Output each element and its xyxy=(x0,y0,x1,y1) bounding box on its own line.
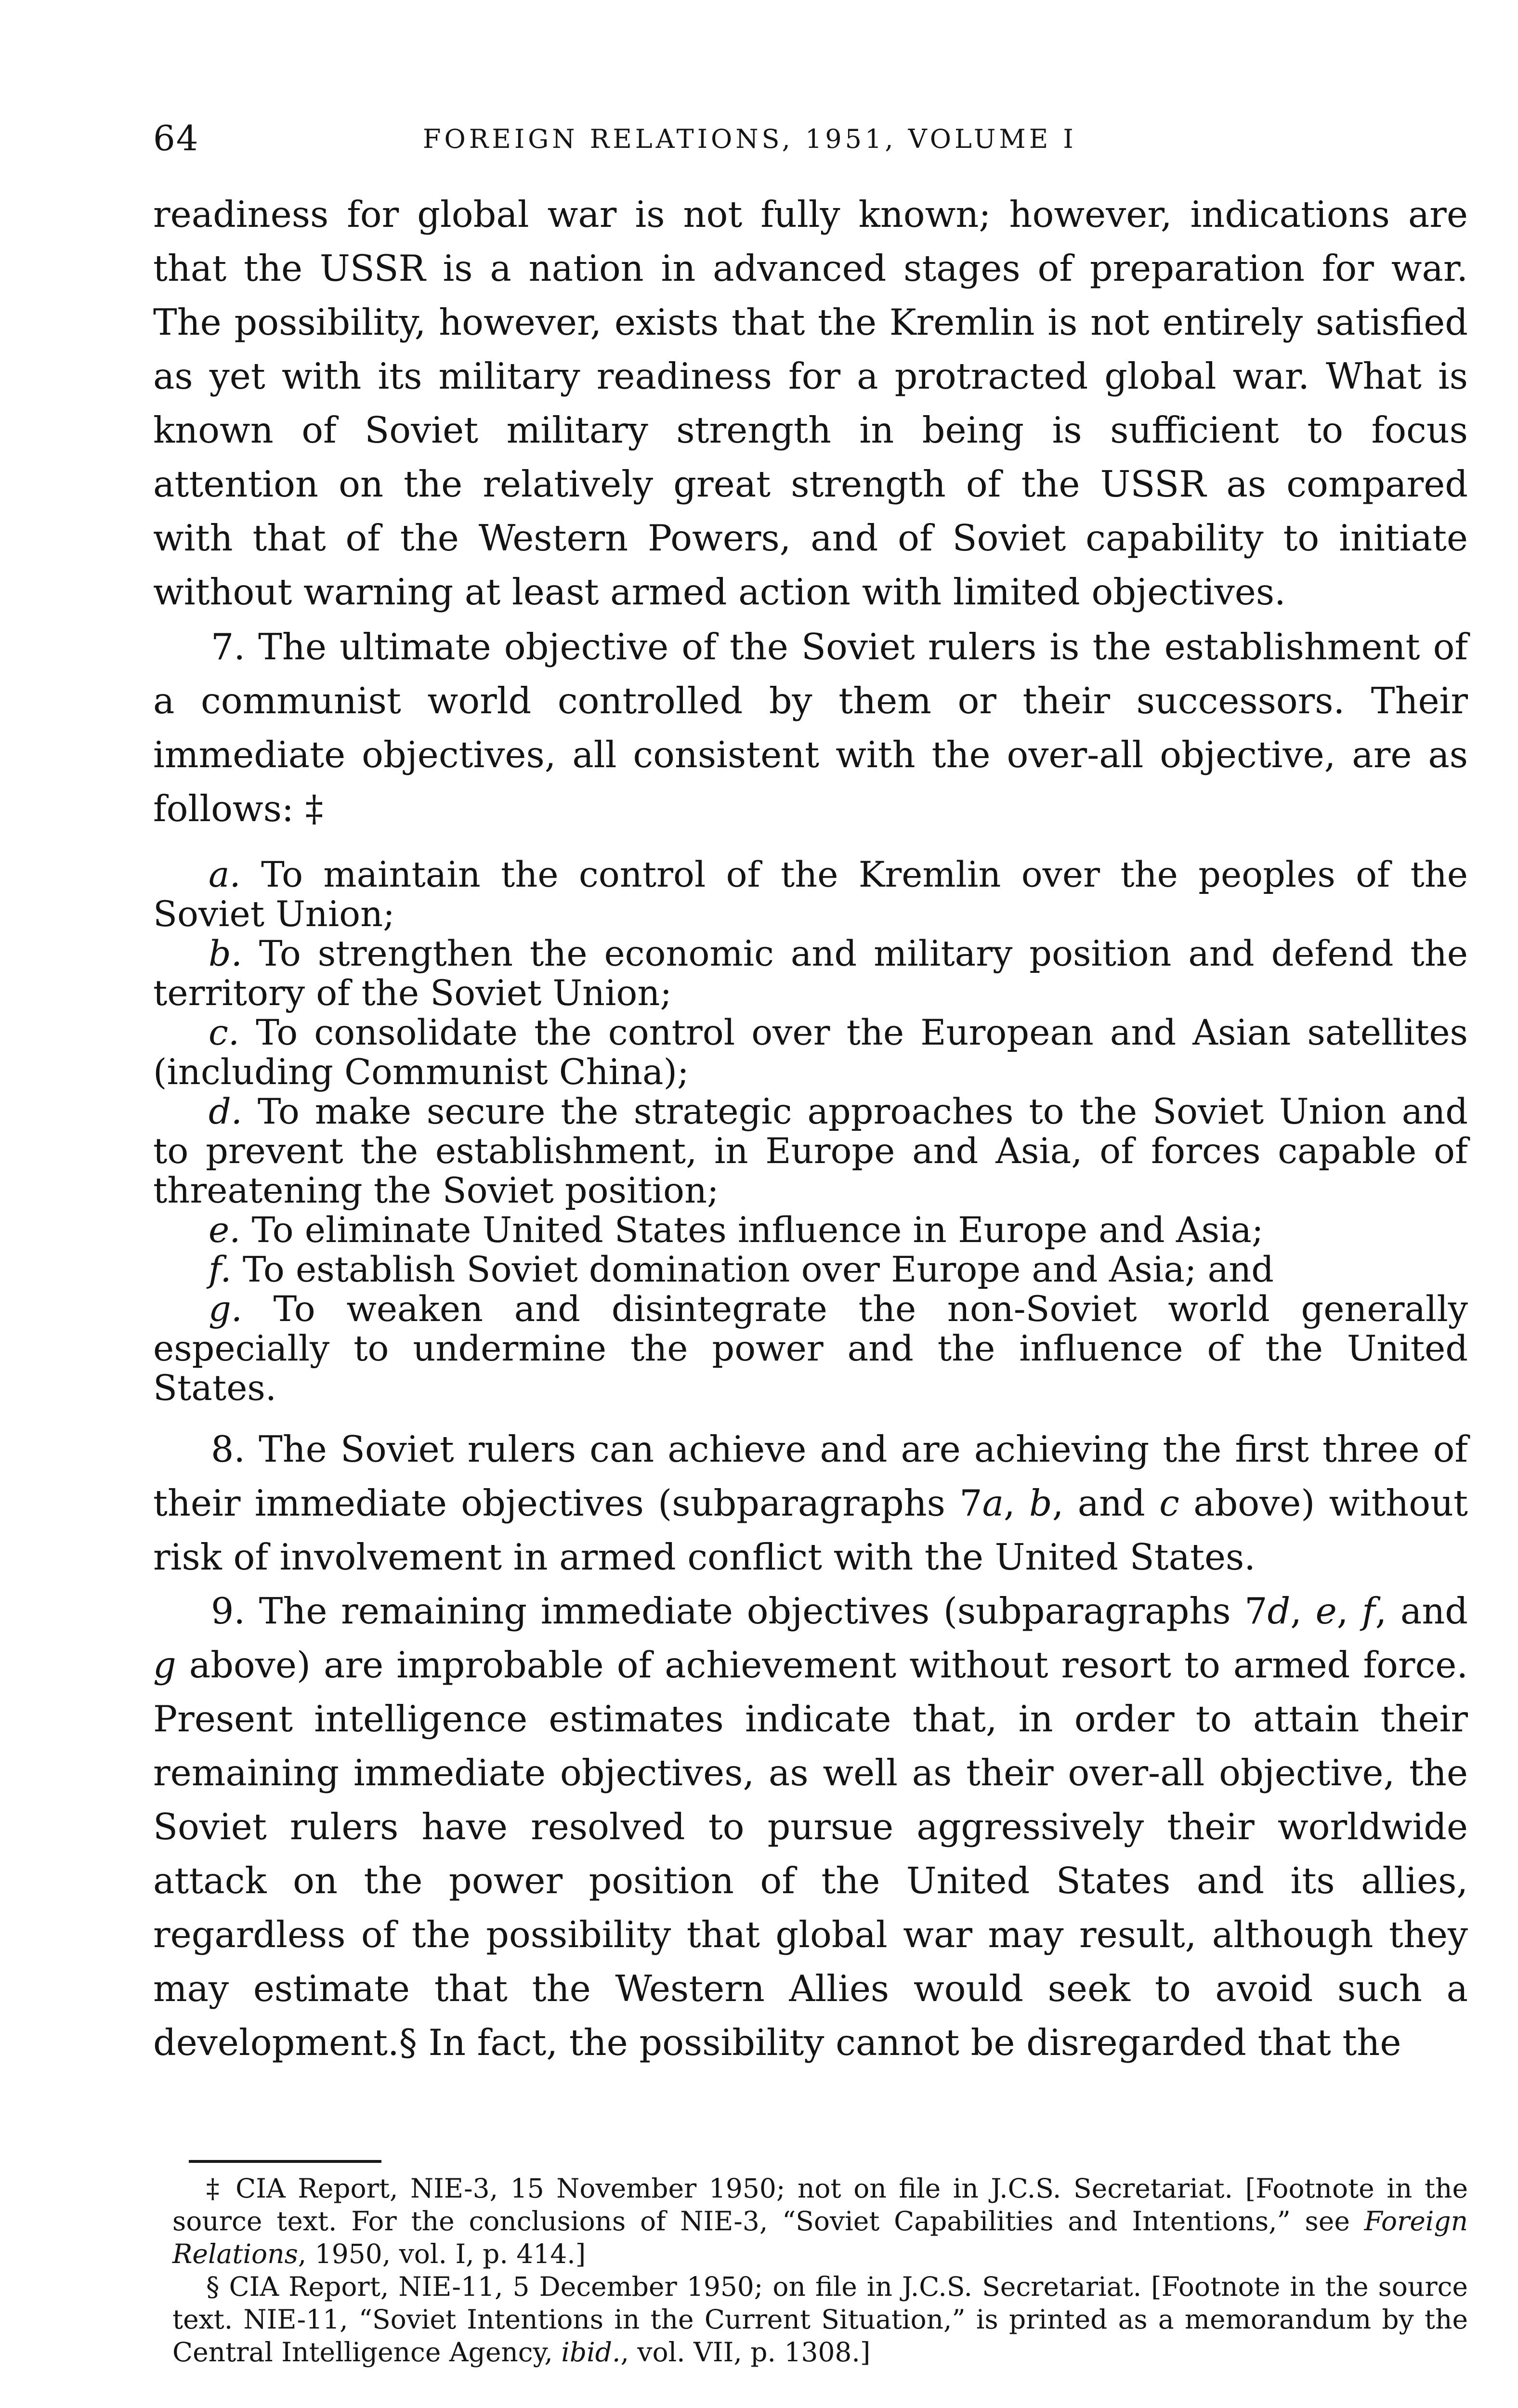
footnotes xyxy=(172,2172,1468,2369)
objective-item-e xyxy=(153,1211,1468,1250)
objective-letter: d. xyxy=(209,1091,242,1132)
subparagraph-ref: e xyxy=(1315,1590,1337,1632)
objective-item-b xyxy=(153,934,1468,1013)
objective-letter: e. xyxy=(209,1210,241,1251)
page-number: 64 xyxy=(153,118,199,158)
paragraph-continued: readiness for global war is not fully known; however, indications are that the USSR is a nation in advanced stages of preparation for war. The possibility, however, exists that the Kremlin is not entirely satisfied as yet with its military readiness for a protracted global war. What is known of Soviet military strength in being is sufficient to focus attention on the relatively great strength of the USSR as compared with that of the Western Powers, and of Soviet capability to initiate without warning at least armed action with limited objectives. xyxy=(153,194,1468,613)
objective-text: To consolidate the control over the European and Asian satellites (including Communist China); xyxy=(153,1012,1468,1093)
objective-text: To strengthen the economic and military position and defend the territory of the Soviet Union; xyxy=(153,933,1468,1014)
footnote-italic-ibid: ibid. xyxy=(561,2337,621,2368)
footnote-text: ‡ CIA Report, NIE-3, 15 November 1950; not on file in J.C.S. Secretariat. [Footnote in the source text. For the conclusions of NIE-3, “Soviet Capabilities and Intentions,” see xyxy=(172,2173,1468,2237)
subparagraph-ref: a xyxy=(982,1482,1004,1524)
objective-text: To make secure the strategic approaches to the Soviet Union and to prevent the establishment, in Europe and Asia, of forces capable of threatening the Soviet position; xyxy=(153,1091,1468,1211)
objective-letter: b. xyxy=(209,933,242,974)
body-text xyxy=(153,188,1468,2070)
footnote-text: , vol. VII, p. 1308.] xyxy=(620,2337,871,2368)
objective-text: To maintain the control of the Kremlin over the peoples of the Soviet Union; xyxy=(153,854,1468,935)
footnote-section-sign xyxy=(172,2270,1468,2369)
paragraph-9 xyxy=(153,1584,1468,2070)
objective-item-c xyxy=(153,1013,1468,1092)
objective-item-d xyxy=(153,1092,1468,1211)
objective-letter: c. xyxy=(209,1012,240,1053)
objective-item-g xyxy=(153,1290,1468,1408)
subparagraph-ref: f xyxy=(1362,1590,1375,1632)
footnote-italic-title: Foreign Relations xyxy=(172,2206,1468,2269)
para8-text-start: 8. The Soviet rulers can achieve and are achieving the first three of their immediate objectives (subparagraphs 7 xyxy=(153,1428,1468,1524)
paragraph-7: 7. The ultimate objective of the Soviet rulers is the establishment of a communist world controlled by them or their successors. Their immediate objectives, all consistent with the over-all objective, are as follows: ‡ xyxy=(153,626,1468,830)
subparagraph-ref: d xyxy=(1267,1590,1291,1632)
subparagraph-ref: g xyxy=(153,1644,176,1686)
separator: , xyxy=(1336,1590,1362,1632)
objective-text: To weaken and disintegrate the non-Soviet world generally especially to undermine the power and the influence of the United States. xyxy=(153,1289,1468,1409)
paragraph-8 xyxy=(153,1423,1468,1584)
objective-text: To establish Soviet domination over Europe and Asia; and xyxy=(242,1249,1274,1290)
objective-letter: a. xyxy=(209,854,241,895)
footnote-rule xyxy=(189,2160,381,2163)
objective-text: To eliminate United States influence in Europe and Asia; xyxy=(251,1210,1264,1251)
objective-letter: g. xyxy=(209,1289,242,1330)
separator: , and xyxy=(1375,1590,1468,1632)
footnote-text: , 1950, vol. I, p. 414.] xyxy=(298,2238,586,2269)
running-head: FOREIGN RELATIONS, 1951, VOLUME I xyxy=(423,124,1077,154)
objectives-list xyxy=(153,855,1468,1408)
objective-item-f xyxy=(153,1250,1468,1290)
para9-text-end: above) are improbable of achievement without resort to armed force. Present intelligence estimates indicate that, in order to attain their remaining immediate objectives, as well as their over-all objective, the Soviet rulers have resolved to pursue aggressively their worldwide attack on the power position of the United States and its allies, regardless of the possibility that global war may result, although they may estimate that the Western Allies would seek to avoid such a development.§ In fact, the possibility cannot be disregarded that the xyxy=(153,1644,1468,2064)
objective-letter: f. xyxy=(209,1249,232,1290)
separator: , and xyxy=(1052,1482,1160,1524)
para9-text-start: 9. The remaining immediate objectives (subparagraphs 7 xyxy=(211,1590,1268,1632)
separator: , xyxy=(1290,1590,1316,1632)
footnote-text: § CIA Report, NIE-11, 5 December 1950; on file in J.C.S. Secretariat. [Footnote in the source text. NIE-11, “Soviet Intentions in the Current Situation,” is printed as a memorandum by the Central Intelligence Agency, xyxy=(172,2271,1468,2368)
para8-text-end: above) without risk of involvement in armed conflict with the United States. xyxy=(153,1482,1468,1578)
footnote-double-dagger xyxy=(172,2172,1468,2270)
subparagraph-ref: c xyxy=(1159,1482,1179,1524)
objective-item-a xyxy=(153,855,1468,934)
separator: , xyxy=(1004,1482,1030,1524)
subparagraph-ref: b xyxy=(1029,1482,1052,1524)
page-header xyxy=(153,118,1463,166)
